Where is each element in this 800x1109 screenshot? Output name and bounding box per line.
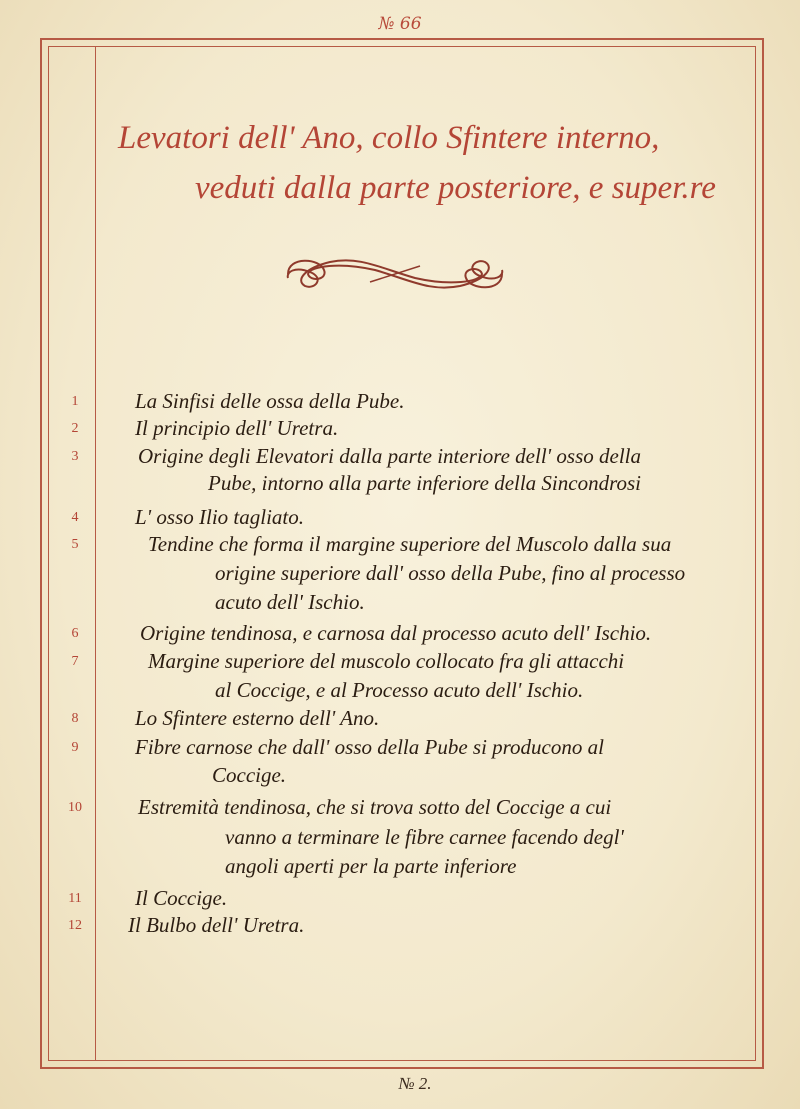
margin-rule xyxy=(95,46,96,1061)
legend-text-9-line-2: Coccige. xyxy=(212,763,287,787)
legend-text-2-line-1: Il principio dell' Uretra. xyxy=(135,416,339,440)
legend-text-5-line-3: acuto dell' Ischio. xyxy=(215,590,365,614)
legend-number-10: 10 xyxy=(68,800,82,815)
legend-number-6: 6 xyxy=(71,626,79,641)
legend-number-2: 2 xyxy=(71,421,79,436)
legend-number-3: 3 xyxy=(71,449,79,464)
legend-text-10-line-2: vanno a terminare le fibre carnee facendo degl' xyxy=(225,825,624,849)
legend-number-11: 11 xyxy=(68,891,82,906)
legend-text-3-line-2: Pube, intorno alla parte inferiore della Sincondrosi xyxy=(208,471,641,495)
decorative-flourish xyxy=(280,248,510,300)
legend-number-4: 4 xyxy=(71,510,79,525)
legend-text-5-line-1: Tendine che forma il margine superiore del Muscolo dalla sua xyxy=(148,532,672,556)
page-number: № 66 xyxy=(378,14,422,34)
legend-text-4-line-1: L' osso Ilio tagliato. xyxy=(135,505,305,529)
footer-signature: № 2. xyxy=(398,1074,432,1093)
legend-text-5-line-2: origine superiore dall' osso della Pube, fino al processo xyxy=(215,561,686,585)
legend-number-12: 12 xyxy=(68,918,82,933)
legend-text-7-line-1: Margine superiore del muscolo collocato fra gli attacchi xyxy=(148,649,625,673)
legend-text-1-line-1: La Sinfisi delle ossa della Pube. xyxy=(135,389,405,413)
legend-text-10-line-3: angoli aperti per la parte inferiore xyxy=(225,854,517,878)
legend-text-3-line-1: Origine degli Elevatori dalla parte interiore dell' osso della xyxy=(138,444,641,468)
legend-number-8: 8 xyxy=(71,711,79,726)
legend-text-9-line-1: Fibre carnose che dall' osso della Pube si producono al xyxy=(135,735,604,759)
legend-text-7-line-2: al Coccige, e al Processo acuto dell' Ischio. xyxy=(215,678,584,702)
title-line-2: veduti dalla parte posteriore, e super.re xyxy=(195,170,716,206)
legend-text-8-line-1: Lo Sfintere esterno dell' Ano. xyxy=(135,706,380,730)
legend-number-7: 7 xyxy=(71,654,79,669)
legend-text-10-line-1: Estremità tendinosa, che si trova sotto del Coccige a cui xyxy=(138,795,612,819)
legend-text-6-line-1: Origine tendinosa, e carnosa dal processo acuto dell' Ischio. xyxy=(140,621,652,645)
legend-number-1: 1 xyxy=(71,394,79,409)
title-line-1: Levatori dell' Ano, collo Sfintere interno, xyxy=(118,120,660,156)
legend-number-9: 9 xyxy=(71,740,79,755)
legend-text-11-line-1: Il Coccige. xyxy=(135,886,228,910)
legend-text-12-line-1: Il Bulbo dell' Uretra. xyxy=(128,913,305,937)
legend-number-5: 5 xyxy=(71,537,79,552)
